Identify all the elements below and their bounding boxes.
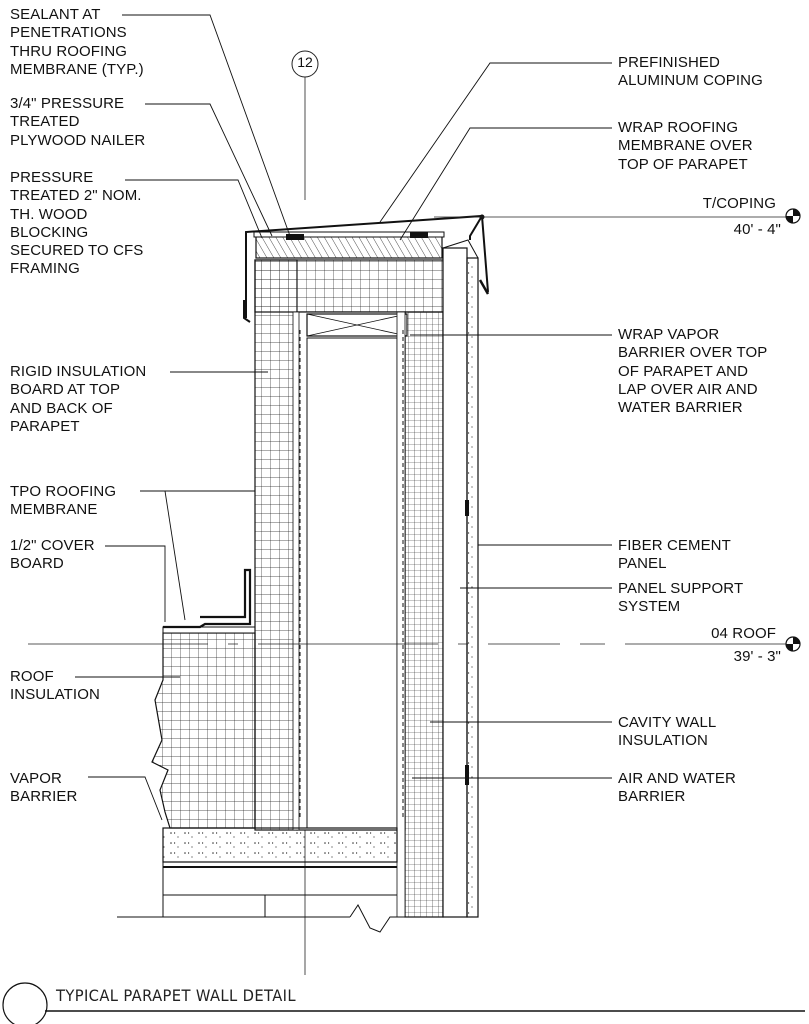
note-panel-support: PANEL SUPPORT SYSTEM <box>618 580 744 616</box>
note-cavity-insulation: CAVITY WALL INSULATION <box>618 714 717 750</box>
note-plywood-nailer: 3/4" PRESSURE TREATED PLYWOOD NAILER <box>10 95 146 149</box>
roof-insulation-block <box>152 633 255 828</box>
note-wrap-vapor-barrier: WRAP VAPOR BARRIER OVER TOP OF PARAPET AND LAP OVER AIR AND WATER BARRIER <box>618 326 768 417</box>
note-vapor-barrier: VAPOR BARRIER <box>10 770 78 806</box>
stud-inner <box>307 338 397 828</box>
section-bubble-number: 12 <box>297 54 313 70</box>
note-wrap-membrane: WRAP ROOFING MEMBRANE OVER TOP OF PARAPET <box>618 119 753 173</box>
elev-coping-label: T/COPING <box>702 195 776 212</box>
detail-title: TYPICAL PARAPET WALL DETAIL <box>56 986 296 1005</box>
elev-coping-value: 40' - 4" <box>733 221 781 238</box>
note-air-water-barrier: AIR AND WATER BARRIER <box>618 770 736 806</box>
fiber-cement-panel <box>467 258 478 917</box>
note-tpo-membrane: TPO ROOFING MEMBRANE <box>10 483 117 519</box>
note-fiber-cement: FIBER CEMENT PANEL <box>618 537 731 573</box>
note-cover-board: 1/2" COVER BOARD <box>10 537 95 573</box>
note-wood-blocking: PRESSURE TREATED 2" NOM. TH. WOOD BLOCKING SECURED TO CFS FRAMING <box>10 169 144 278</box>
detail-bubble <box>3 983 47 1024</box>
wood-blocking <box>256 236 442 258</box>
note-roof-insulation: ROOF INSULATION <box>10 668 100 704</box>
elev-roof-label: 04 ROOF <box>711 625 776 642</box>
rigid-insulation-top <box>255 260 443 312</box>
cavity-insulation <box>405 312 443 917</box>
note-sealant: SEALANT AT PENETRATIONS THRU ROOFING MEMBRANE (TYP.) <box>10 6 144 78</box>
rigid-insulation-inner <box>255 260 297 830</box>
panel-support <box>443 248 467 917</box>
elev-roof-value: 39' - 3" <box>733 648 781 665</box>
note-rigid-insulation: RIGID INSULATION BOARD AT TOP AND BACK OF PARAPET <box>10 363 147 435</box>
note-aluminum-coping: PREFINISHED ALUMINUM COPING <box>618 54 763 90</box>
tpo-membrane <box>163 570 250 627</box>
roof-slab <box>163 828 397 862</box>
